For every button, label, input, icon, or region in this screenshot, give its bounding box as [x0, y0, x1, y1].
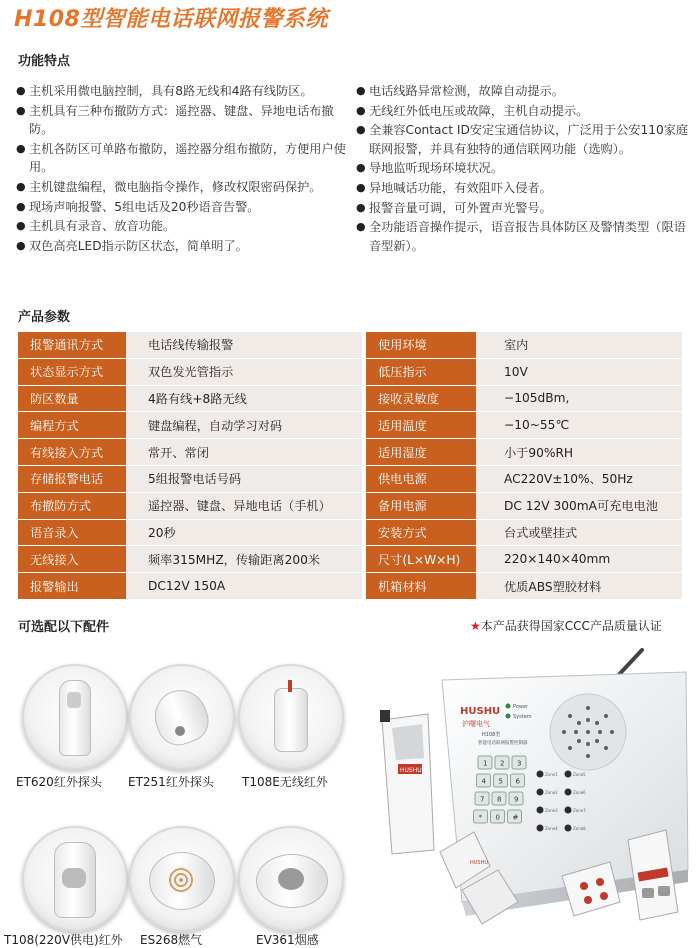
system-led-icon	[506, 714, 511, 719]
param-value: 4路有线+8路无线	[126, 385, 364, 412]
param-key: 无线接入	[18, 546, 126, 573]
param-value: AC220V±10%、50Hz	[476, 465, 682, 492]
param-key: 状态显示方式	[18, 358, 126, 385]
feature-item: ● 主机具有三种布撤防方式：遥控器、键盘、异地电话布撤防。	[16, 102, 356, 139]
param-key: 报警输出	[18, 573, 126, 600]
alarm-panel-product-image	[370, 640, 695, 940]
zone-label: Zone1	[545, 772, 558, 777]
zone-led-icon	[537, 807, 544, 814]
param-key: 有线接入方式	[18, 439, 126, 466]
param-key: 供电电源	[364, 465, 476, 492]
certification-text: 本产品获得国家CCC产品质量认证	[480, 619, 662, 633]
table-row	[18, 385, 682, 412]
param-value: −10~55℃	[476, 412, 682, 439]
param-value: 台式或壁挂式	[476, 519, 682, 546]
param-value: 双色发光管指示	[126, 358, 364, 385]
param-key: 接收灵敏度	[364, 385, 476, 412]
param-value: 20秒	[126, 519, 364, 546]
param-value: 5组报警电话号码	[126, 465, 364, 492]
params-heading: 产品参数	[18, 310, 71, 325]
table-row	[18, 465, 682, 492]
zone-label: Zone4	[545, 826, 558, 831]
feature-item: ● 主机各防区可单路布撤防，遥控器分组布撤防，方便用户使用。	[16, 140, 356, 177]
keypad-key-label: 2	[500, 759, 505, 768]
param-value: 常开、常闭	[126, 439, 364, 466]
param-value: 频率315MHZ，传输距离200米	[126, 546, 364, 573]
model-text: H108型	[482, 732, 501, 738]
zone-label: Zone2	[545, 790, 558, 795]
keypad-key-label: *	[478, 813, 482, 822]
param-value: 小于90%RH	[476, 439, 682, 466]
page-title: H108型智能电话联网报警系统	[14, 7, 328, 32]
param-value: 室内	[476, 332, 682, 358]
feature-item: ● 主机具有录音、放音功能。	[16, 217, 356, 236]
power-led-icon	[506, 704, 511, 709]
pir-brand-text: HUSHU	[400, 767, 422, 774]
feature-item: ● 异地喊话功能，有效阻吓入侵者。	[356, 179, 692, 198]
param-key: 防区数量	[18, 385, 126, 412]
param-key: 低压指示	[364, 358, 476, 385]
param-key: 编程方式	[18, 412, 126, 439]
table-row	[18, 332, 682, 358]
table-row	[18, 546, 682, 573]
keypad-key-label: 7	[480, 795, 485, 804]
feature-item: ● 主机键盘编程，微电脑指令操作，修改权限密码保护。	[16, 178, 356, 197]
param-key: 适用湿度	[364, 439, 476, 466]
feature-item: ● 无线红外低电压或故障，主机自动提示。	[356, 102, 692, 121]
es268-gas-detector-image	[129, 826, 235, 932]
accessory-label: ET251红外探头	[128, 775, 214, 789]
features-left-list	[16, 82, 356, 256]
zone-led-icon	[537, 825, 544, 832]
zone-label: Zone8	[573, 826, 586, 831]
feature-item: ● 双色高亮LED指示防区状态，简单明了。	[16, 237, 356, 256]
pir-lens-icon	[392, 724, 424, 760]
accessory-label: T108(220V供电)红外	[4, 933, 123, 947]
param-key: 安装方式	[364, 519, 476, 546]
feature-item: ● 全兼容Contact ID安定宝通信协议，广泛用于公安110家庭联网报警，并具有独特的通信联网功能（选购）。	[356, 121, 692, 158]
keypad-key-label: 9	[514, 795, 519, 804]
table-row	[18, 519, 682, 546]
keypad-key-label: 0	[495, 813, 500, 822]
zone-led-icon	[565, 807, 572, 814]
et620-detector-image	[22, 664, 128, 770]
et251-detector-image	[129, 664, 235, 770]
features-right-list	[356, 82, 692, 256]
certification-note	[470, 617, 662, 634]
params-table	[18, 332, 682, 600]
zone-led-icon	[565, 789, 572, 796]
table-row	[18, 439, 682, 466]
table-row	[18, 573, 682, 600]
param-key: 备用电源	[364, 492, 476, 519]
table-row	[18, 412, 682, 439]
accessory-label: ET620红外探头	[16, 775, 102, 789]
feature-item: ● 全功能语音操作提示，语音报告具体防区及警情类型（限语音型新）。	[356, 218, 692, 255]
feature-item: ● 现场声响报警、5组电话及20秒语音告警。	[16, 198, 356, 217]
accessory-label: ES268燃气	[140, 933, 203, 947]
param-value: DC12V 150A	[126, 573, 364, 600]
param-key: 机箱材料	[364, 573, 476, 600]
t108-220v-detector-image	[22, 826, 128, 932]
zone-led-icon	[537, 771, 544, 778]
feature-item: ● 电话线路异常检测，故障自动提示。	[356, 82, 692, 101]
keypad-key-label: #	[512, 813, 519, 822]
zone-label: Zone7	[573, 808, 586, 813]
keypad-key-label: 6	[515, 777, 520, 786]
param-key: 适用温度	[364, 412, 476, 439]
contact-brand-text: HUSHU	[470, 860, 489, 866]
system-label: System	[513, 714, 532, 720]
features-heading: 功能特点	[18, 54, 71, 69]
param-value: DC 12V 300mA可充电电池	[476, 492, 682, 519]
keypad-key-label: 4	[481, 777, 486, 786]
table-row	[18, 492, 682, 519]
keypad-key-label: 1	[483, 759, 488, 768]
table-row	[18, 358, 682, 385]
power-label: Power	[513, 704, 529, 710]
param-key: 尺寸(L×W×H)	[364, 546, 476, 573]
zone-led-icon	[565, 825, 572, 832]
param-value: 遥控器、键盘、异地电话（手机）	[126, 492, 364, 519]
accessory-label: EV361烟感	[256, 933, 319, 947]
accessory-label: T108E无线红外	[242, 775, 328, 789]
accessories-heading: 可选配以下配件	[18, 620, 110, 635]
zone-label: Zone3	[545, 808, 558, 813]
keypad-key-label: 5	[498, 777, 503, 786]
param-value: 电话线传输报警	[126, 332, 364, 358]
param-key: 存储报警电话	[18, 465, 126, 492]
param-key: 使用环境	[364, 332, 476, 358]
brand-text: HUSHU	[460, 706, 501, 717]
keypad-key-label: 3	[517, 759, 522, 768]
ev361-smoke-detector-image	[238, 826, 344, 932]
brand-cn-text: 沪曙电气	[462, 720, 490, 728]
feature-item: ● 导地监听现场环境状况。	[356, 159, 692, 178]
feature-item: ● 主机采用微电脑控制，具有8路无线和4路有线防区。	[16, 82, 356, 101]
param-key: 报警通讯方式	[18, 332, 126, 358]
param-value: 220×140×40mm	[476, 546, 682, 573]
zone-label: Zone5	[573, 772, 586, 777]
param-value: −105dBm,	[476, 385, 682, 412]
zone-label: Zone6	[573, 790, 586, 795]
param-value: 键盘编程，自动学习对码	[126, 412, 364, 439]
param-key: 语音录入	[18, 519, 126, 546]
param-key: 布撤防方式	[18, 492, 126, 519]
keypad-key-label: 8	[497, 795, 502, 804]
param-value: 10V	[476, 358, 682, 385]
zone-led-icon	[565, 771, 572, 778]
panel-subtitle: 智能电话联网报警控制器	[478, 741, 528, 746]
zone-led-icon	[537, 789, 544, 796]
param-value: 优质ABS塑胶材料	[476, 573, 682, 600]
t108e-detector-image	[238, 664, 344, 770]
feature-item: ● 报警音量可调，可外置声光警号。	[356, 199, 692, 218]
star-icon: ★	[470, 619, 481, 633]
